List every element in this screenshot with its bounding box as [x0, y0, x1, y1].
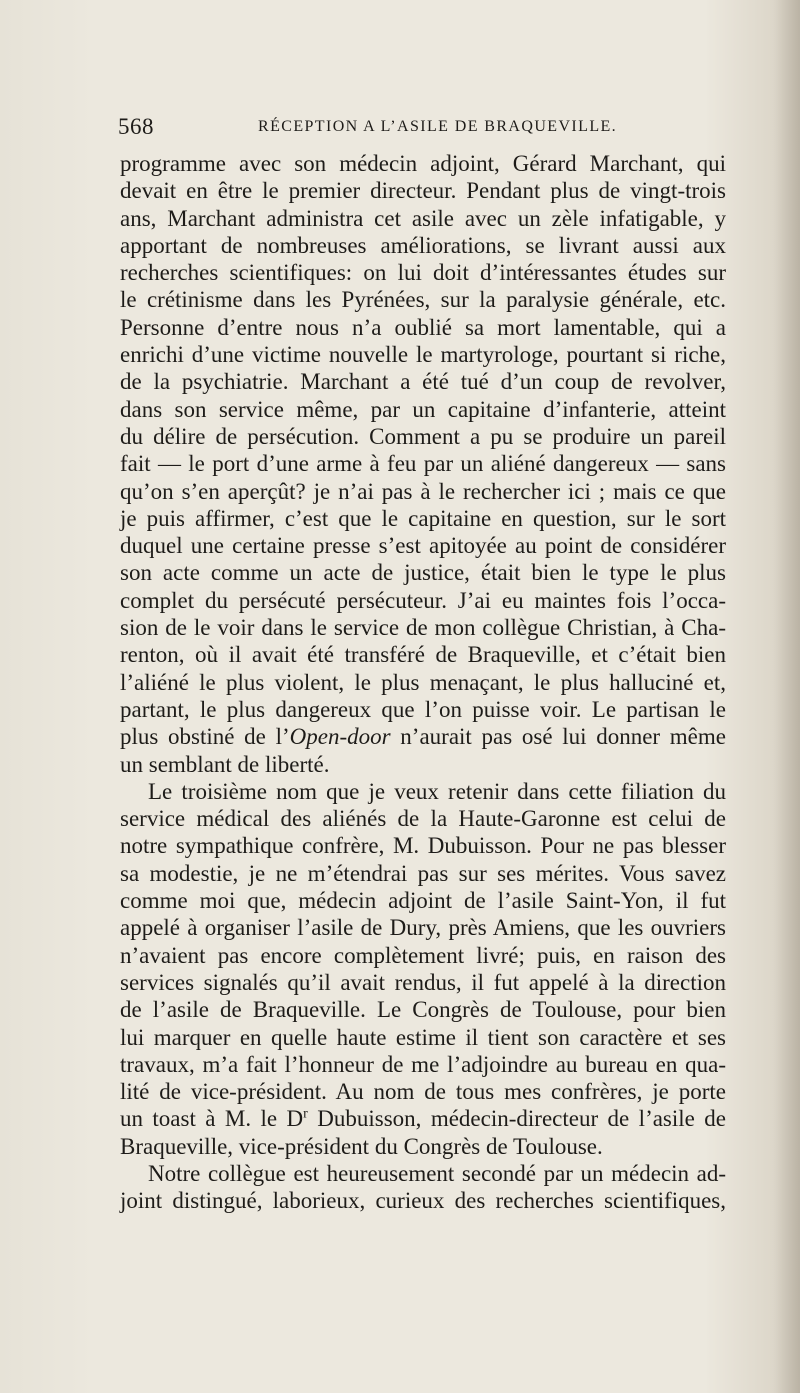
text-line: services signalés qu’il avait rendus, il fut appelé à la direction	[120, 969, 726, 995]
text-line: du délire de persécution. Comment a pu se produire un pareil	[120, 423, 726, 449]
text-segment: un toast à M. le D	[120, 1106, 304, 1132]
text-line: de l’asile de Braqueville. Le Congrès de Toulouse, pour bien	[120, 997, 726, 1023]
text-line: son acte comme un acte de justice, était bien le type le plus	[120, 560, 726, 586]
paragraph	[120, 1160, 726, 1215]
text-line: programme avec son médecin adjoint, Gérard Marchant, qui	[120, 151, 726, 176]
text-line: appelé à organiser l’asile de Dury, près Amiens, que les ouvriers	[120, 915, 726, 941]
text-line: sion de le voir dans le service de mon collègue Christian, à Cha-	[120, 615, 726, 641]
text-line: apportant de nombreuses améliorations, se livrant aussi aux	[120, 232, 726, 258]
superscript: r	[303, 1106, 308, 1122]
text-line: joint distingué, laborieux, curieux des recherches scientifiques,	[120, 1188, 726, 1214]
text-line: recherches scientifiques: on lui doit d’intéressantes études sur	[120, 260, 726, 286]
page-number: 568	[118, 114, 154, 139]
text-line: lui marquer en quelle haute estime il tient son caractère et ses	[120, 1024, 726, 1050]
text-segment: plus obstiné de l’	[120, 724, 290, 750]
text-line: ans, Marchant administra cet asile avec un zèle infatigable, y	[120, 205, 726, 231]
text-line: Le troisième nom que je veux retenir dans cette filiation du	[148, 778, 726, 804]
text-segment: Dubuisson, médecin-directeur de l’asile de	[307, 1106, 727, 1132]
text-line: complet du persécuté persécuteur. J’ai eu maintes fois l’occa-	[120, 587, 726, 613]
text-line: de la psychiatrie. Marchant a été tué d’un coup de revolver,	[120, 369, 726, 395]
text-line: travaux, m’a fait l’honneur de me l’adjoindre au bureau en qua-	[120, 1051, 726, 1077]
text-line: le crétinisme dans les Pyrénées, sur la paralysie générale, etc.	[120, 287, 726, 313]
text-line: renton, où il avait été transféré de Braqueville, et c’était bien	[120, 642, 726, 668]
text-line-with-superscript	[120, 1105, 726, 1132]
paragraph	[120, 150, 726, 778]
page-header	[118, 114, 730, 144]
text-line: devait en être le premier directeur. Pendant plus de vingt-trois	[120, 178, 726, 204]
text-line: duquel une certaine presse s’est apitoyée au point de considérer	[120, 533, 726, 559]
running-title: RÉCEPTION A L’ASILE DE BRAQUEVILLE.	[258, 118, 618, 135]
text-line: notre sympathique confrère, M. Dubuisson. Pour ne pas blesser	[120, 833, 726, 859]
text-line: dans son service même, par un capitaine d’infanterie, atteint	[120, 396, 726, 422]
text-line: je puis affirmer, c’est que le capitaine en question, sur le sort	[120, 505, 726, 531]
text-line: partant, le plus dangereux que l’on puisse voir. Le partisan le	[120, 696, 726, 722]
text-line: service médical des aliénés de la Haute-Garonne est celui de	[120, 806, 726, 832]
text-line: comme moi que, médecin adjoint de l’asile Saint-Yon, il fut	[120, 888, 726, 914]
paragraph	[120, 778, 726, 1160]
italic-term: Open-door	[289, 724, 391, 750]
text-line-with-italic	[120, 723, 726, 750]
text-line: Notre collègue est heureusement secondé par un médecin ad-	[148, 1160, 726, 1186]
text-line: Personne d’entre nous n’a oublié sa mort lamentable, qui a	[120, 314, 726, 340]
text-line: l’aliéné le plus violent, le plus menaçant, le plus halluciné et,	[120, 669, 726, 695]
page-edge-shadow	[772, 0, 800, 1393]
text-segment: n’aurait pas osé lui donner même	[390, 724, 726, 750]
body-text	[120, 150, 726, 1215]
text-line: enrichi d’une victime nouvelle le martyrologe, pourtant si riche,	[120, 342, 726, 368]
text-line: fait — le port d’une arme à feu par un aliéné dangereux — sans	[120, 451, 726, 477]
text-line: un semblant de liberté.	[120, 751, 330, 777]
text-line: n’avaient pas encore complètement livré; puis, en raison des	[120, 942, 726, 968]
text-line: sa modestie, je ne m’étendrai pas sur ses mérites. Vous savez	[120, 860, 726, 886]
text-line: lité de vice-président. Au nom de tous mes confrères, je porte	[120, 1079, 726, 1105]
text-line: qu’on s’en aperçût? je n’ai pas à le rechercher ici ; mais ce que	[120, 478, 726, 504]
text-line: Braqueville, vice-président du Congrès de Toulouse.	[120, 1133, 603, 1159]
